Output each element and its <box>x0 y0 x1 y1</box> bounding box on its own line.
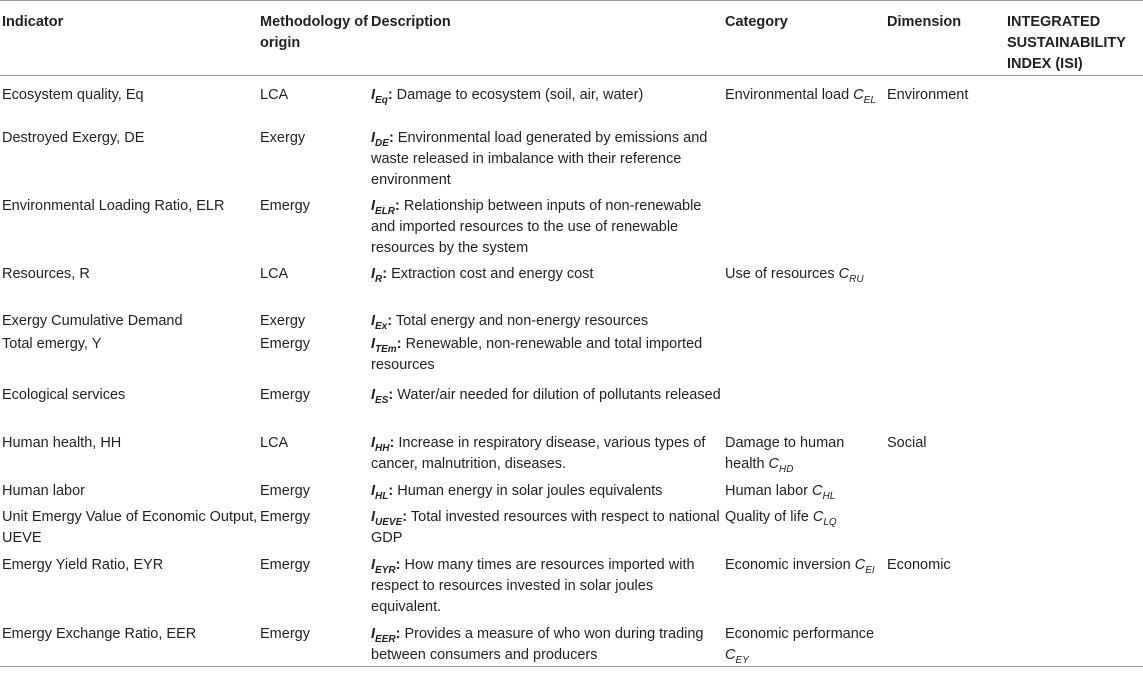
description-cell <box>371 382 725 430</box>
category-cell <box>725 621 887 667</box>
category-symbol-subscript: EY <box>735 654 749 666</box>
description-cell <box>371 124 725 192</box>
description-cell <box>371 76 725 124</box>
indicator-cell: Emergy Exchange Ratio, EER <box>0 621 260 667</box>
indicator-symbol-group <box>371 265 383 285</box>
indicator-symbol-group <box>371 556 396 576</box>
category-text: Use of resources <box>725 265 839 282</box>
indicator-symbol-group <box>371 335 397 355</box>
symbol-colon: : <box>396 335 402 352</box>
table-row <box>0 261 1143 308</box>
description-text: Increase in respiratory disease, various types of cancer, malnutrition, diseases. <box>371 434 706 472</box>
category-symbol: C <box>768 455 780 472</box>
table-row <box>0 76 1143 124</box>
indicator-cell: Destroyed Exergy, DE <box>2 129 145 146</box>
category-symbol-group <box>725 646 749 666</box>
category-cell <box>725 192 887 261</box>
dimension-cell <box>887 308 1007 334</box>
category-symbol-group <box>768 455 794 475</box>
methodology-cell: Emergy <box>260 556 310 573</box>
indicator-symbol-group <box>371 508 403 528</box>
methodology-cell: LCA <box>260 434 289 451</box>
isi-cell <box>1007 552 1143 621</box>
indicator-symbol: I <box>371 386 376 403</box>
isi-cell <box>1007 382 1143 430</box>
symbol-colon: : <box>382 265 388 282</box>
category-symbol-group <box>853 87 876 106</box>
indicator-symbol-subscript: ELR <box>375 205 396 217</box>
indicator-cell: Emergy Yield Ratio, EYR <box>2 556 164 573</box>
indicator-symbol: I <box>371 508 376 525</box>
indicator-symbol-subscript: UEVE <box>375 516 403 528</box>
methodology-cell: Emergy <box>260 508 310 525</box>
table-header <box>0 1 1143 76</box>
category-text: Human labor <box>725 482 813 499</box>
indicator-symbol-group <box>371 386 389 406</box>
isi-cell <box>1007 192 1143 261</box>
description-text: Extraction cost and energy cost <box>387 265 594 282</box>
category-cell <box>725 308 887 334</box>
table-row <box>0 478 1143 504</box>
category-symbol-subscript: HL <box>822 490 836 502</box>
methodology-cell: Exergy <box>260 312 306 329</box>
category-cell <box>725 504 887 552</box>
dimension-cell: Economic <box>887 556 951 573</box>
category-cell <box>725 430 887 478</box>
methodology-cell: Emergy <box>260 621 371 667</box>
header-indicator: Indicator <box>0 1 260 76</box>
indicator-cell: Exergy Cumulative Demand <box>2 312 183 329</box>
table-row <box>0 334 1143 382</box>
category-symbol: C <box>812 482 823 499</box>
table-row <box>0 621 1143 667</box>
description-cell <box>371 621 725 667</box>
description-text: Damage to ecosystem (soil, air, water) <box>392 87 644 103</box>
category-cell <box>725 478 887 504</box>
methodology-cell: Emergy <box>260 386 310 403</box>
indicator-symbol-subscript: EYR <box>375 564 396 576</box>
category-text: Economic performance <box>725 625 875 642</box>
indicator-cell: Unit Emergy Value of Economic Output, UEVE <box>2 508 258 546</box>
symbol-colon: : <box>402 508 408 525</box>
category-symbol-subscript: EL <box>863 94 876 106</box>
symbol-colon: : <box>388 482 394 499</box>
category-text: Quality of life <box>725 508 813 525</box>
dimension-cell <box>887 621 1007 667</box>
symbol-colon: : <box>387 87 393 103</box>
symbol-colon: : <box>395 625 401 642</box>
indicator-symbol-subscript: EER <box>375 633 396 645</box>
category-text: Environmental load <box>725 87 854 103</box>
description-text: Water/air needed for dilution of pollutants released <box>393 386 721 403</box>
symbol-colon: : <box>388 129 394 146</box>
indicator-symbol-group <box>371 312 388 332</box>
indicator-cell: Human labor <box>2 482 86 499</box>
symbol-colon: : <box>387 312 393 329</box>
category-symbol: C <box>725 646 736 663</box>
description-text: Environmental load generated by emissions and waste released in imbalance with their reference environment <box>371 129 708 188</box>
category-cell <box>725 552 887 621</box>
symbol-colon: : <box>395 197 400 214</box>
table-row <box>0 124 1143 192</box>
header-row <box>0 1 1143 76</box>
category-cell <box>725 382 887 430</box>
category-cell <box>725 76 887 124</box>
description-cell <box>371 552 725 621</box>
indicator-cell: Ecosystem quality, Eq <box>2 87 144 103</box>
indicator-symbol-subscript: Ex <box>375 320 388 332</box>
description-text: Renewable, non-renewable and total imported resources <box>371 335 703 373</box>
indicator-symbol-subscript: HH <box>375 442 390 454</box>
dimension-cell <box>887 192 1007 261</box>
dimension-cell <box>887 334 1007 382</box>
header-category: Category <box>725 1 887 76</box>
indicator-symbol: I <box>371 265 376 282</box>
methodology-cell: LCA <box>260 265 289 282</box>
indicator-symbol-group <box>371 87 388 106</box>
table-row <box>0 308 1143 334</box>
table-row <box>0 552 1143 621</box>
header-methodology: Methodology of origin <box>260 1 371 76</box>
indicator-symbol: I <box>371 625 376 642</box>
header-isi: INTEGRATED SUSTAINABILITY INDEX (ISI) <box>1007 1 1143 76</box>
category-text: Damage to human health <box>725 434 845 472</box>
category-symbol-subscript: RU <box>849 273 864 285</box>
indicator-symbol-subscript: HL <box>375 490 389 502</box>
description-cell <box>371 308 725 334</box>
indicator-symbol-group <box>371 129 389 149</box>
indicator-symbol-subscript: TEm <box>375 343 397 355</box>
methodology-cell: Emergy <box>260 335 310 352</box>
header-description: Description <box>371 1 725 76</box>
dimension-cell <box>887 261 1007 308</box>
indicator-symbol-subscript: Eq <box>375 94 388 106</box>
isi-cell <box>1007 124 1143 192</box>
table-row <box>0 192 1143 261</box>
category-symbol: C <box>854 556 866 573</box>
header-dimension: Dimension <box>887 1 1007 76</box>
methodology-cell: Exergy <box>260 129 306 146</box>
symbol-colon: : <box>389 434 395 451</box>
description-text: How many times are resources imported with respect to resources invested in solar joules equivalent. <box>371 556 695 615</box>
dimension-cell <box>887 124 1007 192</box>
dimension-cell <box>887 382 1007 430</box>
indicator-symbol-group <box>371 434 390 454</box>
category-symbol-subscript: EI <box>865 564 875 576</box>
isi-cell <box>1007 430 1143 478</box>
isi-cell <box>1007 261 1143 308</box>
description-text: Total energy and non-energy resources <box>392 312 649 329</box>
indicator-symbol: I <box>371 197 376 214</box>
isi-cell <box>1007 76 1143 124</box>
description-text: Provides a measure of who won during trading between consumers and producers <box>371 625 704 663</box>
indicator-symbol: I <box>371 87 376 103</box>
category-cell <box>725 334 887 382</box>
category-cell <box>725 261 887 308</box>
methodology-cell: Emergy <box>260 482 310 499</box>
methodology-cell: Emergy <box>260 197 310 214</box>
indicator-symbol: I <box>371 312 376 329</box>
indicator-symbol: I <box>371 556 376 573</box>
isi-cell <box>1007 478 1143 504</box>
category-symbol: C <box>853 87 864 103</box>
table-body <box>0 76 1143 667</box>
symbol-colon: : <box>395 556 401 573</box>
description-text: Human energy in solar joules equivalents <box>393 482 663 499</box>
isi-cell <box>1007 308 1143 334</box>
category-text: Economic inversion <box>725 556 855 573</box>
dimension-cell: Social <box>887 434 927 451</box>
category-symbol-group <box>812 482 836 502</box>
indicator-cell: Human health, HH <box>2 434 122 451</box>
indicator-symbol-subscript: DE <box>375 137 389 149</box>
description-cell <box>371 430 725 478</box>
description-cell <box>371 478 725 504</box>
isi-cell <box>1007 504 1143 552</box>
indicator-symbol: I <box>371 434 376 451</box>
description-text: Total invested resources with respect to national GDP <box>371 508 720 546</box>
category-symbol-group <box>812 508 837 528</box>
indicator-symbol-subscript: ES <box>375 394 389 406</box>
description-cell <box>371 504 725 552</box>
indicator-cell: Resources, R <box>2 265 90 282</box>
table-row <box>0 504 1143 552</box>
indicator-symbol: I <box>371 482 376 499</box>
indicator-cell: Ecological services <box>2 386 126 403</box>
description-cell <box>371 192 725 261</box>
indicator-symbol-group <box>371 197 396 217</box>
indicator-symbol-group <box>371 625 396 645</box>
indicator-cell: Environmental Loading Ratio, ELR <box>2 197 225 214</box>
category-cell <box>725 124 887 192</box>
indicator-symbol-subscript: R <box>375 273 383 285</box>
table-row <box>0 382 1143 430</box>
indicator-cell: Total emergy, Y <box>2 335 102 352</box>
category-symbol-subscript: HD <box>779 463 794 475</box>
description-cell <box>371 334 725 382</box>
category-symbol-group <box>838 265 864 285</box>
description-text: Relationship between inputs of non-renewable and imported resources to the use of renewable resources by the system <box>371 197 702 256</box>
table-row <box>0 430 1143 478</box>
isi-cell <box>1007 334 1143 382</box>
methodology-cell: LCA <box>260 87 289 103</box>
isi-cell <box>1007 621 1143 667</box>
dimension-cell <box>887 504 1007 552</box>
description-cell <box>371 261 725 308</box>
category-symbol: C <box>838 265 850 282</box>
dimension-cell: Environment <box>887 87 969 103</box>
category-symbol: C <box>812 508 824 525</box>
dimension-cell <box>887 478 1007 504</box>
indicator-symbol: I <box>371 129 376 146</box>
category-symbol-group <box>854 556 875 576</box>
symbol-colon: : <box>388 386 394 403</box>
indicator-symbol-group <box>371 482 389 502</box>
category-symbol-subscript: LQ <box>823 516 837 528</box>
indicator-symbol: I <box>371 335 376 352</box>
